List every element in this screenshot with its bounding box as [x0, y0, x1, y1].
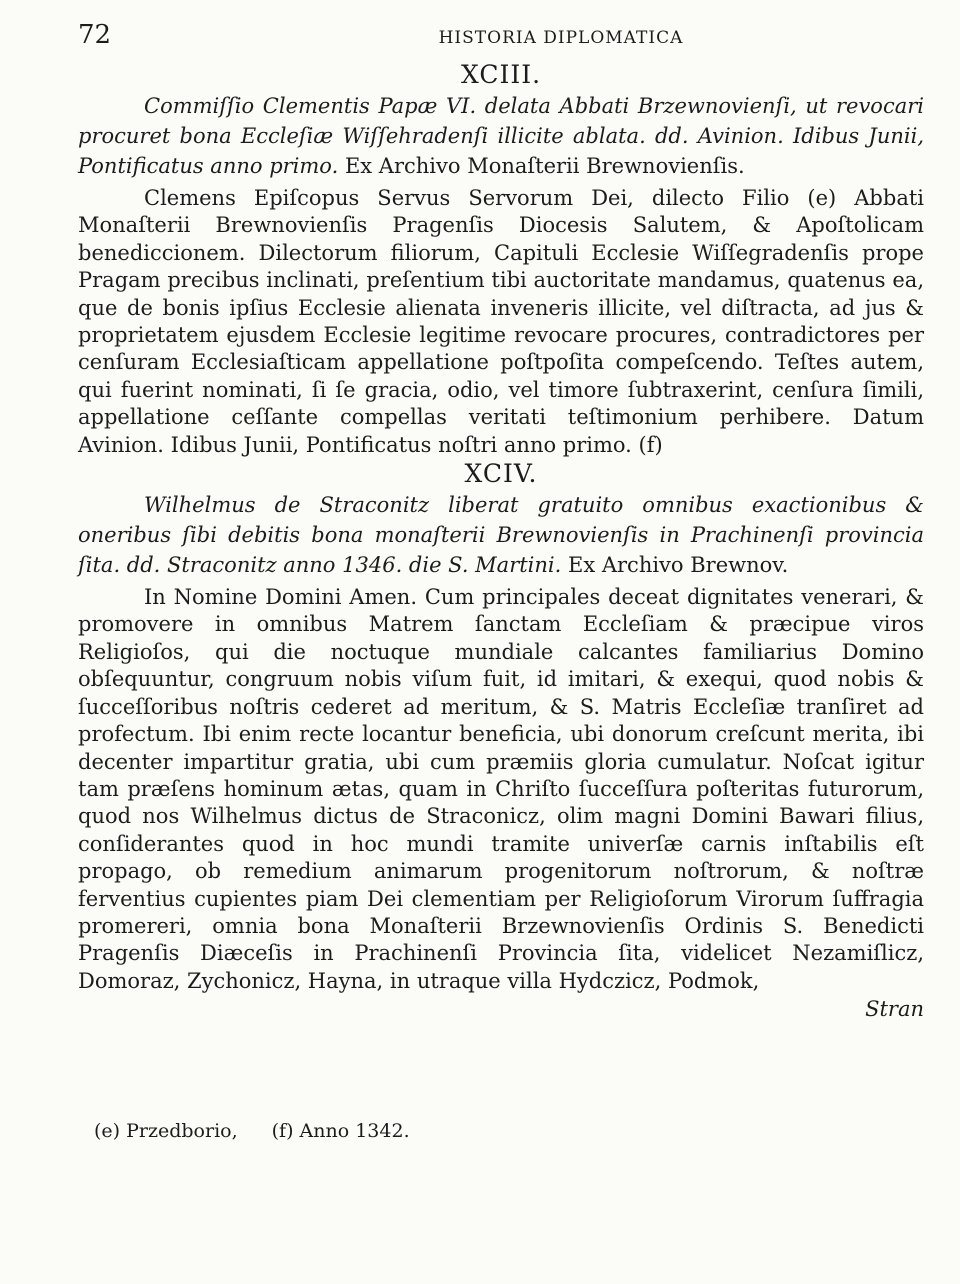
section-xciii: [78, 60, 924, 459]
rubric-source: Ex Archivo Monaſterii Brewnovienſis.: [344, 154, 745, 178]
rubric-text: Wilhelmus de Straconitz liberat gratuito omnibus exactionibus & oneribus ſibi debitis bona monaſterii Brewnovienſis in Prachinenſi provincia ſita. dd. Straconitz anno 1346. die S. Martini.: [78, 493, 924, 578]
charter-text: Clemens Epiſcopus Servus Servorum Dei, dilecto Filio (e) Abbati Monaſterii Brewnovienſis Pragenſis Diocesis Salutem, & Apoſtolicam benediccionem. Dilectorum filiorum, Capituli Ecclesie Wiſſegradenſis prope Pragam precibus inclinati, preſentium tibi auctoritate mandamus, quatenus ea, que de bonis ipſius Ecclesie alienata inveneris illicite, vel diſtracta, ad jus & proprietatem ejusdem Ecclesie legitime revocare procures, contradictores per cenſuram Ecclesiaſticam appellatione poſtpoſita compeſcendo. Teſtes autem, qui fuerint nominati, ſi ſe gracia, odio, vel timore ſubtraxerint, cenſura ſimili, appellatione ceſſante compellas veritati teſtimonium perhibere. Datum Avinion. Idibus Junii, Pontificatus noſtri anno primo. (f): [78, 186, 924, 457]
section-xciv: [78, 459, 924, 995]
footnote-f: (f) Anno 1342.: [271, 1120, 410, 1142]
catchword: Stran: [865, 997, 924, 1022]
page-number: 72: [78, 20, 112, 50]
section-numeral: XCIII.: [460, 60, 542, 89]
section-rubric: [78, 490, 924, 580]
rubric-source: Ex Archivo Brewnov.: [568, 553, 789, 578]
running-head: [78, 16, 924, 60]
section-rubric: [78, 91, 924, 181]
rubric-text: Commiſſio Clementis Papæ VI. delata Abbati Brzewnovienſi, ut revocari procuret bona Eccleſiæ Wiſſehradenſi illicite ablata. dd. Avinion. Idibus Junii, Pontificatus anno primo.: [78, 94, 924, 178]
section-numeral: XCIV.: [464, 459, 538, 489]
footnotes: [94, 1120, 410, 1142]
running-title: HISTORIA DIPLOMATICA: [438, 28, 684, 48]
footnote-e: (e) Przedborio,: [94, 1120, 238, 1142]
charter-text: In Nomine Domini Amen. Cum principales deceat dignitates venerari, & promovere in omnibus Matrem ſanctam Eccleſiam & præcipue viros Religioſos, qui die noctuque mundiale calcantes familiarius Domino obſequuntur, congruum nobis viſum fuit, id imitari, & exequi, quod nobis & ſucceſſoribus noſtris cederet ad meritum, & S. Matris Eccleſiæ tranſiret ad profectum. Ibi enim recte locantur beneficia, ubi donorum creſcunt merita, ibi decenter impartitur gratia, ubi cum præmiis gloria cumulatur. Noſcat igitur tam præſens hominum ætas, quam in Chriſto ſucceſſura poſteritas futurorum, quod nos Wilhelmus dictus de Straconicz, olim magni Domini Bawari filius, conſiderantes quod in hoc mundi tramite univerſæ carnis inſtabilis eſt propago, ob remedium animarum progenitorum noſtrorum, & noſtræ ferventius cupientes piam Dei clementiam per Religioſorum Virorum ſuffragia promereri, omnia bona Monaſterii Brzewnovienſis Ordinis S. Benedicti Pragenſis Diæceſis in Prachinenſi Provincia ſita, videlicet Nezamiſlicz, Domoraz, Zychonicz, Hayna, in utraque villa Hydczicz, Podmok,: [78, 585, 924, 993]
